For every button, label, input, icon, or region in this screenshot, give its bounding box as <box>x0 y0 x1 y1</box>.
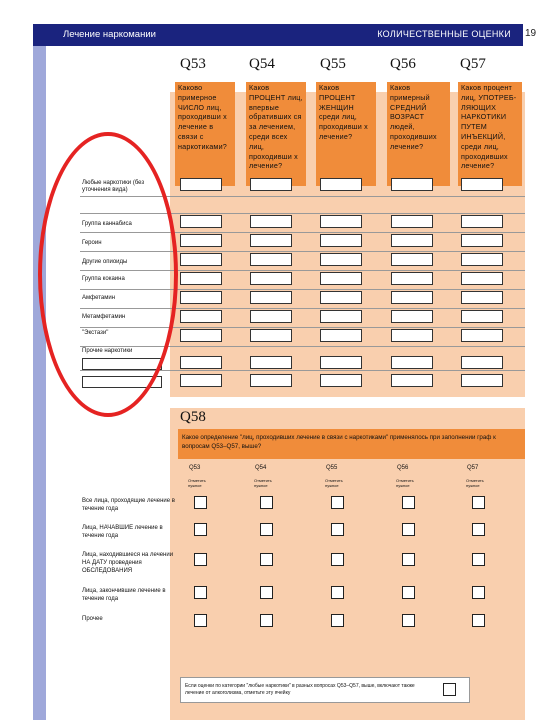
answer-input-q57-row-9[interactable] <box>461 356 503 369</box>
answer-input-q57-row-6[interactable] <box>461 291 503 304</box>
question-text-q55: Каков ПРОЦЕНТ ЖЕНЩИН среди лиц, проходивши х лечение? <box>316 82 376 186</box>
answer-input-q54-row-7[interactable] <box>250 310 292 323</box>
q58-checkbox-q56-row-3[interactable] <box>402 553 415 566</box>
row-divider <box>80 251 525 252</box>
q58-checkbox-q57-row-2[interactable] <box>472 523 485 536</box>
question-id-q55: Q55 <box>320 56 346 72</box>
answer-input-q55-row-10[interactable] <box>320 374 362 387</box>
row-divider <box>80 196 525 197</box>
row-label-cannabis: Группа каннабиса <box>82 221 132 227</box>
question-text-q56: Каков примерный СРЕДНИЙ ВОЗРАСТ людей, проходивших лечение? <box>387 82 450 186</box>
row-label-amphetamine: Амфетамин <box>82 295 116 301</box>
answer-input-q56-row-9[interactable] <box>391 356 433 369</box>
answer-input-q54-row-3[interactable] <box>250 234 292 247</box>
question-id-q56: Q56 <box>390 56 416 72</box>
answer-input-q57-row-3[interactable] <box>461 234 503 247</box>
q58-subcol-q53: Q53 <box>189 465 201 471</box>
page-header <box>33 24 523 46</box>
q58-checkbox-q53-row-4[interactable] <box>194 586 207 599</box>
answer-input-q56-row-3[interactable] <box>391 234 433 247</box>
q58-row-label-started-in-year: Лица, НАЧАВШИЕ лечение в течение года <box>82 525 163 539</box>
row-divider <box>80 289 525 290</box>
q58-subcol-q55: Q55 <box>326 465 338 471</box>
row-divider <box>80 213 525 214</box>
answer-input-q53-row-6[interactable] <box>180 291 222 304</box>
q58-option-hint: Отметить нужное <box>254 478 272 488</box>
answer-input-q53-row-5[interactable] <box>180 272 222 285</box>
answer-input-q55-row-7[interactable] <box>320 310 362 323</box>
answer-input-q57-row-1[interactable] <box>461 178 503 191</box>
q58-row-label-on-survey-date: Лица, находившиеся на лечении НА ДАТУ проведения ОБСЛЕДОВАНИЯ <box>82 552 174 574</box>
row-label-heroin: Героин <box>82 240 102 246</box>
other-drug-field-2[interactable] <box>82 376 162 388</box>
answer-input-q53-row-4[interactable] <box>180 253 222 266</box>
row-label-methamphetamine: Метамфетамин <box>82 314 126 320</box>
row-label-other-opioids: Другие опиоиды <box>82 259 128 265</box>
answer-input-q54-row-10[interactable] <box>250 374 292 387</box>
q58-checkbox-q57-row-5[interactable] <box>472 614 485 627</box>
answer-input-q56-row-8[interactable] <box>391 329 433 342</box>
other-drug-field-1[interactable] <box>82 358 162 370</box>
alcohol-included-checkbox[interactable] <box>443 683 456 696</box>
q58-checkbox-q53-row-5[interactable] <box>194 614 207 627</box>
q58-checkbox-q53-row-1[interactable] <box>194 496 207 509</box>
q58-question-text: Какое определение "лиц, проходивших лечение в связи с наркотиками" применялось при заполнении граф к вопросам Q53–Q57, выше? <box>178 429 525 459</box>
answer-input-q57-row-8[interactable] <box>461 329 503 342</box>
answer-input-q54-row-9[interactable] <box>250 356 292 369</box>
answer-input-q53-row-10[interactable] <box>180 374 222 387</box>
answer-input-q55-row-5[interactable] <box>320 272 362 285</box>
answer-input-q55-row-2[interactable] <box>320 215 362 228</box>
row-label-any-drugs: Любые наркотики (без уточнения вида) <box>82 180 145 193</box>
q58-checkbox-q55-row-4[interactable] <box>331 586 344 599</box>
q58-checkbox-q55-row-2[interactable] <box>331 523 344 536</box>
q58-subcol-q54: Q54 <box>255 465 267 471</box>
q58-checkbox-q57-row-4[interactable] <box>472 586 485 599</box>
answer-input-q55-row-9[interactable] <box>320 356 362 369</box>
answer-input-q57-row-5[interactable] <box>461 272 503 285</box>
header-section-title: КОЛИЧЕСТВЕННЫЕ ОЦЕНКИ <box>377 29 511 39</box>
q58-row-label-completed-in-year: Лица, закончившие лечение в течение года <box>82 588 166 602</box>
answer-input-q55-row-8[interactable] <box>320 329 362 342</box>
q58-checkbox-q56-row-4[interactable] <box>402 586 415 599</box>
answer-input-q54-row-4[interactable] <box>250 253 292 266</box>
q58-checkbox-q55-row-3[interactable] <box>331 553 344 566</box>
answer-input-q53-row-8[interactable] <box>180 329 222 342</box>
q58-option-hint: Отметить нужное <box>396 478 414 488</box>
question-id-q53: Q53 <box>180 56 206 72</box>
q58-checkbox-q55-row-5[interactable] <box>331 614 344 627</box>
row-divider <box>80 232 525 233</box>
q58-checkbox-q54-row-1[interactable] <box>260 496 273 509</box>
answer-input-q56-row-5[interactable] <box>391 272 433 285</box>
answer-input-q55-row-6[interactable] <box>320 291 362 304</box>
answer-input-q54-row-8[interactable] <box>250 329 292 342</box>
footer-note: Если оценки по категории "любые наркотики" в разных вопросах Q53–Q57, выше, включают также лечение от алкоголизма, отметьте эту ячейку <box>185 683 415 696</box>
answer-input-q56-row-7[interactable] <box>391 310 433 323</box>
answer-input-q54-row-1[interactable] <box>250 178 292 191</box>
q58-option-hint: Отметить нужное <box>188 478 206 488</box>
q58-subcol-q57: Q57 <box>467 465 479 471</box>
answer-input-q53-row-1[interactable] <box>180 178 222 191</box>
row-divider <box>80 346 525 347</box>
answer-input-q57-row-2[interactable] <box>461 215 503 228</box>
question-id-q57: Q57 <box>460 56 486 72</box>
q58-option-hint: Отметить нужное <box>325 478 343 488</box>
answer-input-q57-row-4[interactable] <box>461 253 503 266</box>
answer-input-q57-row-7[interactable] <box>461 310 503 323</box>
question-text-q54: Каков ПРОЦЕНТ лиц, впервые обративших ся за лечением, среди всех лиц, проходивши х лечение? <box>246 82 306 186</box>
q58-checkbox-q57-row-3[interactable] <box>472 553 485 566</box>
answer-input-q55-row-1[interactable] <box>320 178 362 191</box>
answer-input-q55-row-3[interactable] <box>320 234 362 247</box>
answer-input-q56-row-10[interactable] <box>391 374 433 387</box>
q58-checkbox-q54-row-3[interactable] <box>260 553 273 566</box>
header-title: Лечение наркомании <box>63 29 156 40</box>
question-id-q58: Q58 <box>180 409 206 425</box>
answer-input-q56-row-1[interactable] <box>391 178 433 191</box>
answer-input-q57-row-10[interactable] <box>461 374 503 387</box>
answer-input-q56-row-6[interactable] <box>391 291 433 304</box>
row-label-ecstasy: "Экстази" <box>82 330 109 336</box>
row-divider <box>80 308 525 309</box>
answer-input-q54-row-6[interactable] <box>250 291 292 304</box>
q58-checkbox-q56-row-5[interactable] <box>402 614 415 627</box>
q58-checkbox-q55-row-1[interactable] <box>331 496 344 509</box>
q58-subcol-q56: Q56 <box>397 465 409 471</box>
q58-checkbox-q56-row-1[interactable] <box>402 496 415 509</box>
q58-checkbox-q53-row-3[interactable] <box>194 553 207 566</box>
row-divider <box>80 327 525 328</box>
q58-row-label-other: Прочее <box>82 616 103 622</box>
q58-checkbox-q53-row-2[interactable] <box>194 523 207 536</box>
q58-checkbox-q54-row-5[interactable] <box>260 614 273 627</box>
row-divider <box>80 270 525 271</box>
answer-input-q53-row-7[interactable] <box>180 310 222 323</box>
answer-input-q54-row-2[interactable] <box>250 215 292 228</box>
q58-option-hint: Отметить нужное <box>466 478 484 488</box>
q58-checkbox-q57-row-1[interactable] <box>472 496 485 509</box>
row-label-cocaine: Группа кокаина <box>82 276 125 282</box>
answer-input-q55-row-4[interactable] <box>320 253 362 266</box>
question-id-q54: Q54 <box>249 56 275 72</box>
question-text-q57: Каков процент лиц, УПОТРЕБ-ЛЯЮЩИХ НАРКОТИКИ ПУТЕМ ИНЪЕКЦИЙ, среди лиц, проходивших лечение? <box>458 82 522 186</box>
answer-input-q54-row-5[interactable] <box>250 272 292 285</box>
q58-checkbox-q54-row-4[interactable] <box>260 586 273 599</box>
row-label-other-drugs: Прочие наркотики <box>82 348 133 354</box>
answer-input-q56-row-2[interactable] <box>391 215 433 228</box>
page-number: 19 <box>525 28 537 39</box>
q58-checkbox-q56-row-2[interactable] <box>402 523 415 536</box>
row-divider <box>80 370 525 371</box>
q58-checkbox-q54-row-2[interactable] <box>260 523 273 536</box>
answer-input-q53-row-2[interactable] <box>180 215 222 228</box>
q58-row-label-all-in-year: Все лица, проходящие лечение в течение года <box>82 498 175 512</box>
left-margin-bar <box>33 46 46 720</box>
answer-input-q53-row-9[interactable] <box>180 356 222 369</box>
question-text-q53: Каково примерное ЧИСЛО лиц, проходивши х лечение в связи с наркотиками? <box>175 82 235 186</box>
answer-input-q56-row-4[interactable] <box>391 253 433 266</box>
answer-input-q53-row-3[interactable] <box>180 234 222 247</box>
red-annotation-ellipse <box>38 132 178 417</box>
